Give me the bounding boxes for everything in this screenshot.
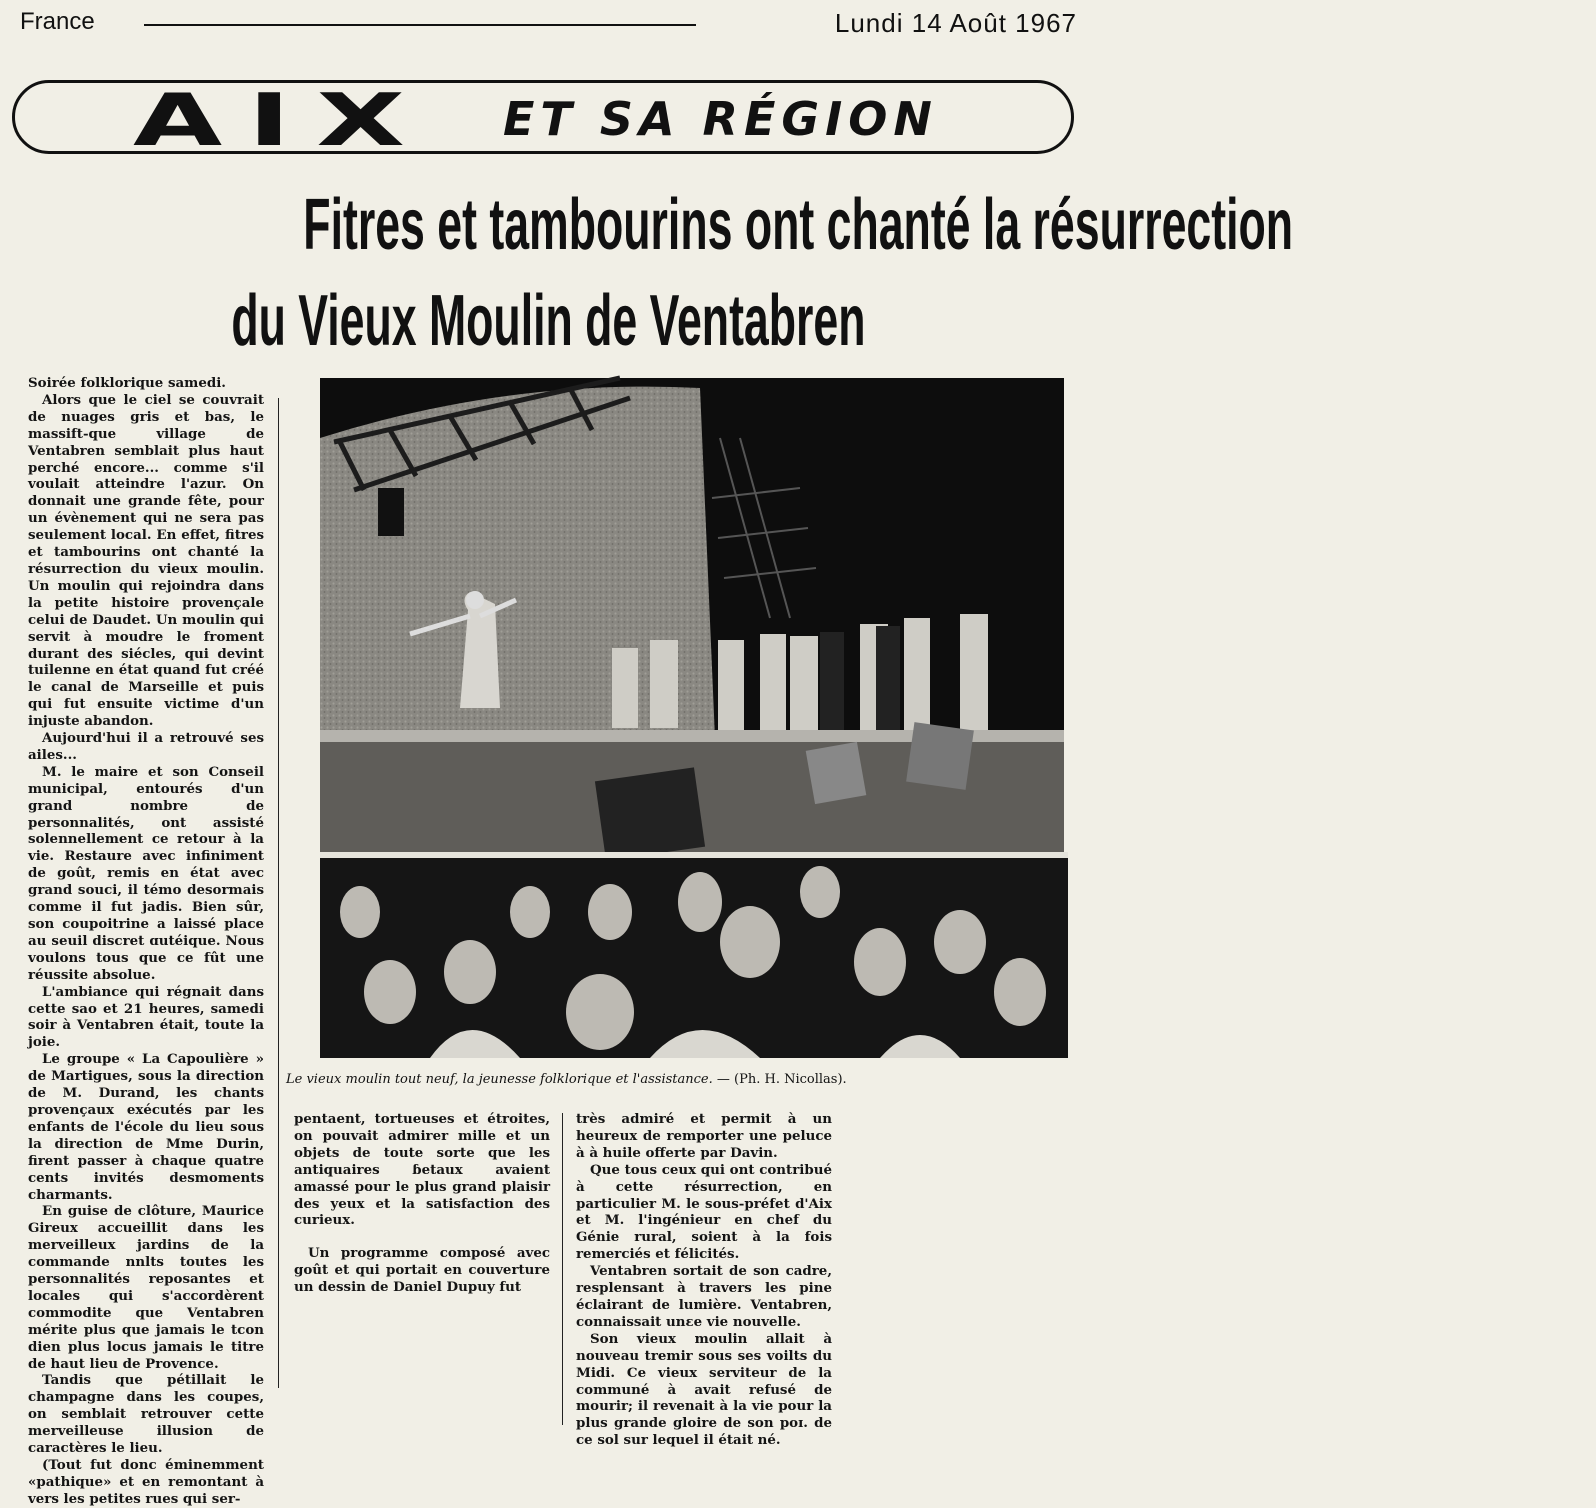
paragraph: Le groupe « La Capoulière » de Martigues, sous la direction de M. Durand, les chants provençaux exécutés par les enfants de l'école du lieu sous la direction de Mme Durin, firent passer à chaque quatre cents invités desmoments charmants. — [28, 1051, 264, 1203]
date-label: Lundi 14 Août 1967 — [834, 8, 1077, 38]
column-divider — [562, 1113, 563, 1425]
photo-audience — [320, 852, 1068, 1058]
article-column-2 — [294, 1111, 550, 1296]
paragraph: (Tout fut donc éminemment «pathique» et en remontant à vers les petites rues qui ser- — [28, 1457, 264, 1507]
paragraph: M. le maire et son Conseil municipal, entourés d'un grand nombre de personnalités, ont assisté solennellement ce retour à la vie. Restaure avec infiniment de goût, remis en état avec grand souci, il témo desormais comme il fut jadis. Bien sûr, son coupoitrine a laissé place au seuil discret ɑutéique. Nous voulons tous que ce fût une réussite absolue. — [28, 763, 264, 983]
banner-title: AIX — [133, 78, 431, 162]
paragraph: En guise de clôture, Maurice Gireux accueillit dans les merveilleux jardins de la commande nnlts toutes les personnalités reposantes et locales qui s'accordèrent commodite que Ventabren mérite plus que jamais le tcon dien plus locus jamais le titre de haut lieu de Provence. — [28, 1203, 264, 1372]
paragraph: Un programme composé avec goût et qui portait en couverture un dessin de Daniel Dupuy fut — [294, 1245, 550, 1296]
header-rule — [144, 24, 696, 26]
paragraph: Son vieux moulin allait à nouveau tremir sous ses voilts du Midi. Ce vieux serviteur de la communé à avait refusé de mourir; il revenait à la vie pour la plus grande gloire de son poɪ. de ce sol sur lequel il était né. — [576, 1330, 832, 1449]
section-banner — [12, 78, 1074, 162]
page-header — [20, 8, 1077, 42]
photo-windmill-stage — [320, 378, 1064, 866]
paragraph: pentaent, tortueuses et étroites, on pouvait admirer mille et un objets de toute sorte que les antiquaires ɓetaux avaient amassé pour le plus grand plaisir des yeux et la satisfaction des curieux. — [294, 1111, 550, 1229]
paragraph: Aujourd'hui il a retrouvé ses ailes... — [28, 730, 264, 763]
paragraph: Tandis que pétillait le champagne dans les coupes, on semblait retrouver cette merveilleuse illusion de caractères le lieu. — [28, 1372, 264, 1457]
headline-line-1 — [0, 185, 1294, 265]
photo-caption — [286, 1072, 1066, 1087]
photo-credit: (Ph. H. Nicollas). — [734, 1072, 847, 1087]
column-divider — [278, 398, 279, 1388]
audience-image — [320, 852, 1068, 1058]
headline-line-2 — [0, 282, 1097, 360]
paragraph: Alors que le ciel se couvrait de nuages gris et bas, le massift-que village de Ventabren semblait plus haut perché encore... comme s'il voulait atteindre l'azur. On donnait une grande fête, pour un évènement qui ne sera pas seulement local. En effet, fitres et tambourins ont chanté la résurrection du vieux moulin. Un moulin qui rejoindra dans la petite histoire provençale celui de Daudet. Un moulin qui servit à moudre le froment durant des siécles, qui devint tuilenne en état quand fut créé le canal de Marseille et puis qui fut ensuite victime d'un injuste abandon. — [28, 391, 264, 730]
paragraph: L'ambiance qui régnait dans cette sao et 21 heures, samedi soir à Ventabren était, toute la joie. — [28, 983, 264, 1051]
headline-text-2: du Vieux Moulin de Ventabren — [231, 281, 866, 361]
paragraph: Ventabren sortait de son cadre, resplensant à travers les pine éclairant de lumière. Ventabren, connaissait unɛe vie nouvelle. — [576, 1263, 832, 1330]
windmill-stage-image — [320, 378, 1064, 866]
article-column-3 — [576, 1111, 832, 1449]
article-column-1 — [28, 375, 264, 1508]
edition-label: France — [20, 8, 95, 35]
banner-subtitle: ET SA RÉGION — [503, 92, 938, 146]
paragraph: Que tous ceux qui ont contribué à cette résurrection, en particulier M. le sous-préfet d'Aix et M. l'ingénieur en chef du Génie rural, soient à la fois remerciés et félicités. — [576, 1161, 832, 1263]
paragraph: très admiré et permit à un heureux de remporter une peluce à à huile offerte par Davin. — [576, 1111, 832, 1161]
paragraph: Soirée folklorique samedi. — [28, 375, 226, 391]
caption-text: Le vieux moulin tout neuf, la jeunesse folklorique et l'assistance. — — [286, 1072, 730, 1087]
headline-text-1: Fitres et tambourins ont chanté la résurrection — [303, 185, 1294, 265]
